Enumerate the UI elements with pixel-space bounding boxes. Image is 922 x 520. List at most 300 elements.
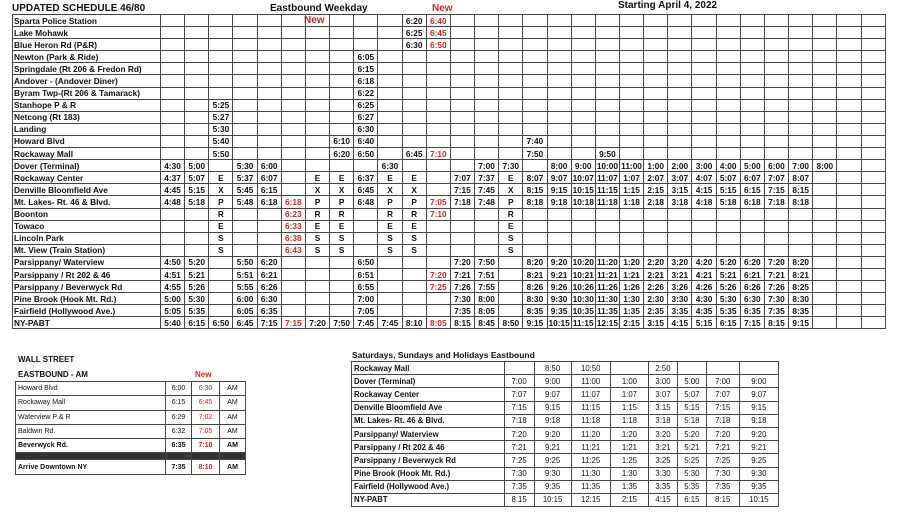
time-cell: 7:07 — [450, 172, 474, 184]
time-cell: 5:30 — [716, 293, 740, 305]
time-cell — [504, 362, 534, 375]
time-cell — [475, 111, 499, 123]
table-row — [13, 63, 886, 75]
time-cell — [523, 123, 547, 135]
time-cell — [740, 208, 764, 220]
time-cell: 6:05 — [354, 51, 378, 63]
table-row — [13, 268, 886, 280]
time-cell — [257, 39, 281, 51]
station-name: Rockaway Mall — [16, 396, 166, 410]
time-cell: 9:07 — [739, 388, 778, 401]
time-cell — [595, 75, 619, 87]
time-cell: 10:30 — [572, 293, 594, 304]
time-cell — [402, 111, 426, 123]
time-cell — [354, 15, 378, 27]
time-cell — [861, 268, 885, 280]
time-cell — [185, 99, 209, 111]
time-cell — [426, 63, 450, 75]
time-cell: 7:25 — [706, 454, 739, 467]
time-cell: 8:15 — [450, 317, 474, 329]
time-cell: 5:15 — [692, 317, 716, 329]
time-cell — [740, 87, 764, 99]
time-cell — [499, 51, 523, 63]
time-cell: S — [402, 232, 426, 244]
time-cell — [281, 15, 305, 27]
time-cell — [837, 160, 861, 172]
time-cell — [305, 135, 329, 147]
time-cell — [257, 208, 281, 220]
time-cell: 5:30 — [185, 293, 209, 305]
time-cell: 1:25 — [610, 454, 648, 467]
time-cell — [861, 135, 885, 147]
time-cell — [668, 99, 692, 111]
station-name: Howard Blvd — [13, 135, 161, 147]
station-name: Newton (Park & Ride) — [13, 51, 161, 63]
time-cell: 5:35 — [185, 305, 209, 317]
time-cell: 6:48 — [354, 196, 378, 208]
time-cell — [861, 220, 885, 232]
time-cell: 4:21 — [692, 268, 716, 280]
station-name: Lake Mohawk — [13, 27, 161, 39]
time-cell: 9:35 — [534, 480, 571, 493]
time-cell — [475, 51, 499, 63]
old-time: 6:35 — [166, 439, 192, 453]
time-cell: 4:37 — [161, 172, 185, 184]
time-cell: 3:18 — [668, 196, 692, 208]
time-cell — [619, 232, 643, 244]
time-cell — [595, 220, 619, 232]
time-cell — [861, 51, 885, 63]
time-cell — [813, 63, 837, 75]
time-cell — [692, 15, 716, 27]
time-cell: 1:15 — [619, 184, 643, 196]
station-name: Lincoln Park — [13, 232, 161, 244]
time-cell — [813, 87, 837, 99]
time-cell: 5:15 — [677, 401, 706, 414]
table-row — [352, 467, 779, 480]
time-cell: 3:00 — [692, 160, 716, 172]
time-cell: R — [402, 208, 426, 220]
time-cell: 5:21 — [677, 441, 706, 454]
time-cell — [354, 208, 378, 220]
time-cell — [281, 160, 305, 172]
time-cell — [330, 27, 354, 39]
time-cell: 11:26 — [597, 281, 618, 292]
time-cell: 7:05 — [354, 305, 378, 317]
time-cell — [426, 99, 450, 111]
time-cell — [571, 27, 595, 39]
time-cell — [716, 87, 740, 99]
table-row — [13, 148, 886, 160]
time-cell — [330, 51, 354, 63]
time-cell — [837, 99, 861, 111]
station-name: Rockaway Center — [352, 388, 505, 401]
time-cell — [523, 51, 547, 63]
time-cell: 8:18 — [789, 196, 813, 208]
time-cell — [610, 362, 648, 375]
time-cell — [716, 27, 740, 39]
time-cell — [716, 51, 740, 63]
time-cell: S — [209, 244, 233, 256]
time-cell: 9:07 — [534, 388, 571, 401]
time-cell: 5:21 — [716, 268, 740, 280]
time-cell: 4:55 — [161, 281, 185, 293]
time-cell: 9:18 — [534, 414, 571, 427]
time-cell: 6:20 — [740, 256, 764, 268]
time-cell — [185, 75, 209, 87]
time-cell — [571, 63, 595, 75]
time-cell: 7:26 — [450, 281, 474, 293]
wall-street-table — [15, 381, 246, 475]
table-row — [16, 460, 246, 474]
time-cell — [281, 293, 305, 305]
time-cell — [426, 135, 450, 147]
station-name: Arrive Downtown NY — [16, 460, 166, 474]
time-cell: 11:07 — [571, 388, 610, 401]
time-cell: 5:50 — [209, 148, 233, 160]
time-cell — [330, 160, 354, 172]
time-cell — [837, 63, 861, 75]
time-cell — [378, 268, 402, 280]
time-cell — [185, 135, 209, 147]
time-cell: 8:10 — [402, 317, 426, 329]
time-cell: 9:18 — [739, 414, 778, 427]
time-cell — [185, 111, 209, 123]
time-cell: 9:25 — [534, 454, 571, 467]
time-cell: 6:40 — [426, 15, 450, 27]
time-cell — [837, 148, 861, 160]
time-cell: 7:25 — [426, 281, 450, 293]
time-cell — [523, 87, 547, 99]
time-cell: 10:18 — [572, 196, 594, 207]
time-cell: 7:35 — [706, 480, 739, 493]
time-cell — [281, 111, 305, 123]
time-cell — [668, 27, 692, 39]
time-cell — [161, 75, 185, 87]
time-cell — [813, 39, 837, 51]
time-cell — [619, 99, 643, 111]
table-row — [352, 375, 779, 388]
station-name: Sparta Police Station — [13, 15, 161, 27]
time-cell — [644, 135, 668, 147]
time-cell — [739, 362, 778, 375]
time-cell — [668, 135, 692, 147]
time-cell — [789, 99, 813, 111]
time-cell: 10:15 — [572, 184, 594, 195]
time-cell: 7:35 — [764, 305, 788, 317]
time-cell — [426, 160, 450, 172]
time-cell — [644, 27, 668, 39]
direction-label: Eastbound Weekday — [270, 3, 368, 14]
wall-street-title: WALL STREET — [18, 355, 75, 364]
time-cell: S — [499, 244, 523, 256]
time-cell: P — [402, 196, 426, 208]
time-cell — [813, 111, 837, 123]
time-cell — [450, 208, 474, 220]
time-cell — [692, 244, 716, 256]
time-cell: S — [305, 244, 329, 256]
time-cell — [668, 63, 692, 75]
time-cell: 8:00 — [547, 160, 571, 172]
time-cell — [305, 268, 329, 280]
time-cell: 7:45 — [378, 317, 402, 329]
time-cell — [644, 15, 668, 27]
time-cell — [305, 99, 329, 111]
time-cell: 5:00 — [185, 160, 209, 172]
time-cell: 7:15 — [281, 317, 305, 329]
time-cell — [426, 111, 450, 123]
time-cell: 5:45 — [233, 184, 257, 196]
time-cell: 9:15 — [739, 401, 778, 414]
table-row — [16, 424, 246, 438]
time-cell: E — [209, 220, 233, 232]
time-cell: X — [330, 184, 354, 196]
table-row — [352, 388, 779, 401]
time-cell — [571, 244, 595, 256]
time-cell: X — [402, 184, 426, 196]
table-row — [13, 293, 886, 305]
station-name: Pine Brook (Hook Mt. Rd.) — [352, 467, 505, 480]
time-cell: 9:07 — [547, 172, 571, 184]
time-cell: 5:00 — [740, 160, 764, 172]
table-row — [13, 39, 886, 51]
time-cell: 6:20 — [330, 148, 354, 160]
time-cell — [499, 256, 523, 268]
time-cell: 5:00 — [677, 375, 706, 388]
time-cell — [161, 244, 185, 256]
time-cell: 6:37 — [354, 172, 378, 184]
time-cell — [475, 208, 499, 220]
time-cell: 5:27 — [209, 111, 233, 123]
time-cell: 10:00 — [596, 160, 619, 171]
time-cell: 1:15 — [610, 401, 648, 414]
time-cell — [861, 39, 885, 51]
time-cell — [257, 99, 281, 111]
time-cell: 9:15 — [523, 317, 547, 329]
time-cell: 10:35 — [572, 305, 594, 316]
time-cell — [354, 232, 378, 244]
am-pm: AM — [220, 424, 246, 438]
time-cell — [861, 244, 885, 256]
time-cell: P — [499, 196, 523, 208]
time-cell: 5:18 — [677, 414, 706, 427]
time-cell: 5:20 — [185, 256, 209, 268]
time-cell: 8:20 — [789, 256, 813, 268]
time-cell: 8:30 — [523, 293, 547, 305]
time-cell — [305, 75, 329, 87]
time-cell: 5:20 — [716, 256, 740, 268]
station-name: Baldwin Rd. — [16, 424, 166, 438]
time-cell — [161, 220, 185, 232]
time-cell — [837, 135, 861, 147]
time-cell: 7:21 — [706, 441, 739, 454]
station-name: Fairfield (Hollywood Ave.) — [13, 305, 161, 317]
time-cell — [354, 220, 378, 232]
time-cell — [233, 75, 257, 87]
time-cell: 10:15 — [534, 493, 571, 506]
time-cell: R — [378, 208, 402, 220]
time-cell: 4:26 — [692, 281, 716, 293]
time-cell — [523, 27, 547, 39]
time-cell — [547, 39, 571, 51]
time-cell: 9:25 — [739, 454, 778, 467]
station-name: Mt. View (Train Station) — [13, 244, 161, 256]
time-cell — [789, 63, 813, 75]
time-cell: 5:51 — [233, 268, 257, 280]
time-cell — [281, 75, 305, 87]
time-cell — [619, 39, 643, 51]
time-cell: 11:20 — [571, 427, 610, 440]
old-time: 6:32 — [166, 424, 192, 438]
time-cell — [692, 39, 716, 51]
time-cell — [813, 208, 837, 220]
time-cell — [716, 244, 740, 256]
time-cell — [450, 123, 474, 135]
time-cell: 2:26 — [644, 281, 668, 293]
time-cell: 6:00 — [233, 293, 257, 305]
time-cell — [161, 63, 185, 75]
time-cell: 9:21 — [534, 441, 571, 454]
time-cell — [619, 208, 643, 220]
time-cell: 6:07 — [740, 172, 764, 184]
time-cell: 7:18 — [504, 414, 534, 427]
time-cell — [161, 111, 185, 123]
time-cell — [209, 27, 233, 39]
station-name: NY-PABT — [13, 317, 161, 329]
time-cell — [716, 135, 740, 147]
time-cell — [426, 232, 450, 244]
time-cell — [547, 75, 571, 87]
time-cell: 5:07 — [716, 172, 740, 184]
time-cell — [233, 87, 257, 99]
time-cell — [330, 123, 354, 135]
time-cell — [378, 87, 402, 99]
time-cell — [209, 268, 233, 280]
time-cell — [378, 305, 402, 317]
time-cell — [644, 39, 668, 51]
time-cell — [692, 51, 716, 63]
time-cell — [185, 51, 209, 63]
time-cell — [837, 75, 861, 87]
time-cell — [692, 111, 716, 123]
station-name: Beverwyck Rd. — [16, 439, 166, 453]
table-row — [13, 244, 886, 256]
time-cell: 6:30 — [354, 123, 378, 135]
time-cell — [185, 148, 209, 160]
time-cell: 3:20 — [668, 256, 692, 268]
time-cell: 10:21 — [572, 269, 594, 280]
time-cell: 1:35 — [610, 480, 648, 493]
time-cell — [789, 75, 813, 87]
time-cell: 5:55 — [233, 281, 257, 293]
time-cell: R — [209, 208, 233, 220]
time-cell — [813, 184, 837, 196]
time-cell — [764, 27, 788, 39]
time-cell: 1:18 — [619, 196, 643, 208]
time-cell — [595, 99, 619, 111]
time-cell — [330, 281, 354, 293]
time-cell — [692, 220, 716, 232]
time-cell: 8:15 — [523, 184, 547, 196]
time-cell: S — [330, 232, 354, 244]
time-cell — [499, 75, 523, 87]
time-cell: 4:00 — [716, 160, 740, 172]
time-cell — [475, 15, 499, 27]
time-cell: 2:00 — [668, 160, 692, 172]
time-cell: 5:30 — [233, 160, 257, 172]
time-cell: 6:43 — [281, 244, 305, 256]
new-time: 7:10 — [192, 439, 220, 453]
time-cell — [426, 75, 450, 87]
time-cell — [861, 281, 885, 293]
time-cell: 6:51 — [354, 268, 378, 280]
time-cell — [330, 99, 354, 111]
time-cell — [692, 63, 716, 75]
time-cell: 5:40 — [209, 135, 233, 147]
time-cell — [161, 87, 185, 99]
time-cell — [571, 111, 595, 123]
wall-street-subtitle: EASTBOUND - AM — [18, 370, 88, 379]
time-cell — [716, 75, 740, 87]
time-cell — [426, 244, 450, 256]
time-cell — [644, 123, 668, 135]
station-name: Towaco — [13, 220, 161, 232]
new-time: 7:02 — [192, 410, 220, 424]
time-cell — [789, 15, 813, 27]
time-cell — [426, 293, 450, 305]
time-cell: E — [330, 220, 354, 232]
time-cell — [450, 99, 474, 111]
station-name: Parsippany/ Waterview — [352, 427, 505, 440]
time-cell: 6:22 — [354, 87, 378, 99]
time-cell — [402, 99, 426, 111]
time-cell — [450, 15, 474, 27]
time-cell — [595, 123, 619, 135]
time-cell — [571, 15, 595, 27]
time-cell: 12:15 — [571, 493, 610, 506]
time-cell — [692, 75, 716, 87]
time-cell — [837, 293, 861, 305]
time-cell — [499, 87, 523, 99]
new-time: 8:10 — [192, 460, 220, 474]
time-cell — [161, 232, 185, 244]
time-cell — [547, 87, 571, 99]
time-cell — [740, 135, 764, 147]
time-cell — [330, 305, 354, 317]
time-cell — [402, 305, 426, 317]
table-row — [13, 281, 886, 293]
time-cell — [185, 87, 209, 99]
time-cell: 7:21 — [504, 441, 534, 454]
time-cell — [354, 160, 378, 172]
time-cell — [837, 39, 861, 51]
table-row — [16, 382, 246, 396]
time-cell — [185, 220, 209, 232]
time-cell — [668, 75, 692, 87]
time-cell: 6:15 — [354, 63, 378, 75]
time-cell — [161, 39, 185, 51]
time-cell — [257, 63, 281, 75]
time-cell: 6:18 — [740, 196, 764, 208]
time-cell: 11:35 — [571, 480, 610, 493]
time-cell: X — [378, 184, 402, 196]
time-cell — [257, 87, 281, 99]
time-cell — [692, 208, 716, 220]
divider-cell — [192, 453, 220, 460]
table-row — [13, 111, 886, 123]
time-cell: 7:00 — [504, 375, 534, 388]
time-cell: 6:20 — [402, 15, 426, 27]
